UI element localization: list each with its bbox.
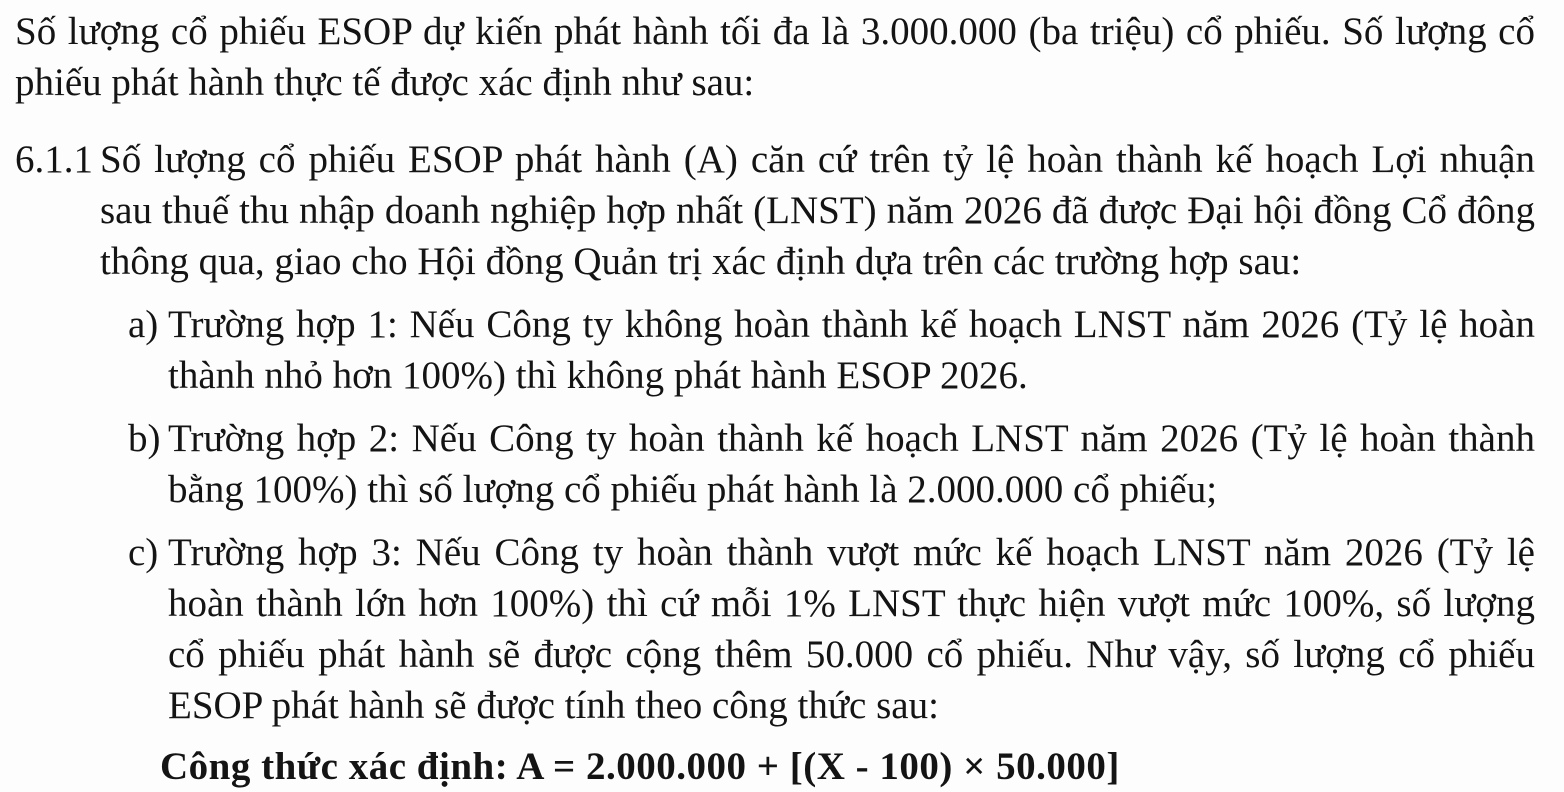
section-number: 6.1.1 [15, 138, 93, 181]
item-text-b: Trường hợp 2: Nếu Công ty hoàn thành kế hoạch LNST năm 2026 (Tỷ lệ hoàn thành bằng 100%) thì số lượng cổ phiếu phát hành là 2.000.000 cổ phiếu; [168, 417, 1535, 511]
section-text: Số lượng cổ phiếu ESOP phát hành (A) căn cứ trên tỷ lệ hoàn thành kế hoạch Lợi nhuận sau thuế thu nhập doanh nghiệp hợp nhất (LNST) năm 2026 đã được Đại hội đồng Cổ đông thông qua, giao cho Hội đồng Quản trị xác định dựa trên các trường hợp sau: [100, 138, 1535, 283]
intro-paragraph: Số lượng cổ phiếu ESOP dự kiến phát hành tối đa là 3.000.000 (ba triệu) cổ phiếu. Số lượng cổ phiếu phát hành thực tế được xác định như sau: [15, 10, 1535, 104]
item-text-a: Trường hợp 1: Nếu Công ty không hoàn thành kế hoạch LNST năm 2026 (Tỷ lệ hoàn thành nhỏ hơn 100%) thì không phát hành ESOP 2026. [168, 303, 1535, 397]
section-6-1-1 [15, 134, 1535, 287]
item-marker-a: a) [128, 303, 159, 346]
list-item-a [128, 299, 1535, 401]
item-marker-b: b) [128, 417, 161, 460]
list-item-b [128, 413, 1535, 515]
formula-text: Công thức xác định: A = 2.000.000 + [(X - 100) × 50.000] [160, 745, 1120, 788]
list-item-c [128, 527, 1535, 731]
item-marker-c: c) [128, 531, 159, 574]
item-text-c: Trường hợp 3: Nếu Công ty hoàn thành vượt mức kế hoạch LNST năm 2026 (Tỷ lệ hoàn thành lớn hơn 100%) thì cứ mỗi 1% LNST thực hiện vượt mức 100%, số lượng cổ phiếu phát hành sẽ được cộng thêm 50.000 cổ phiếu. Như vậy, số lượng cổ phiếu ESOP phát hành sẽ được tính theo công thức sau: [168, 531, 1535, 727]
